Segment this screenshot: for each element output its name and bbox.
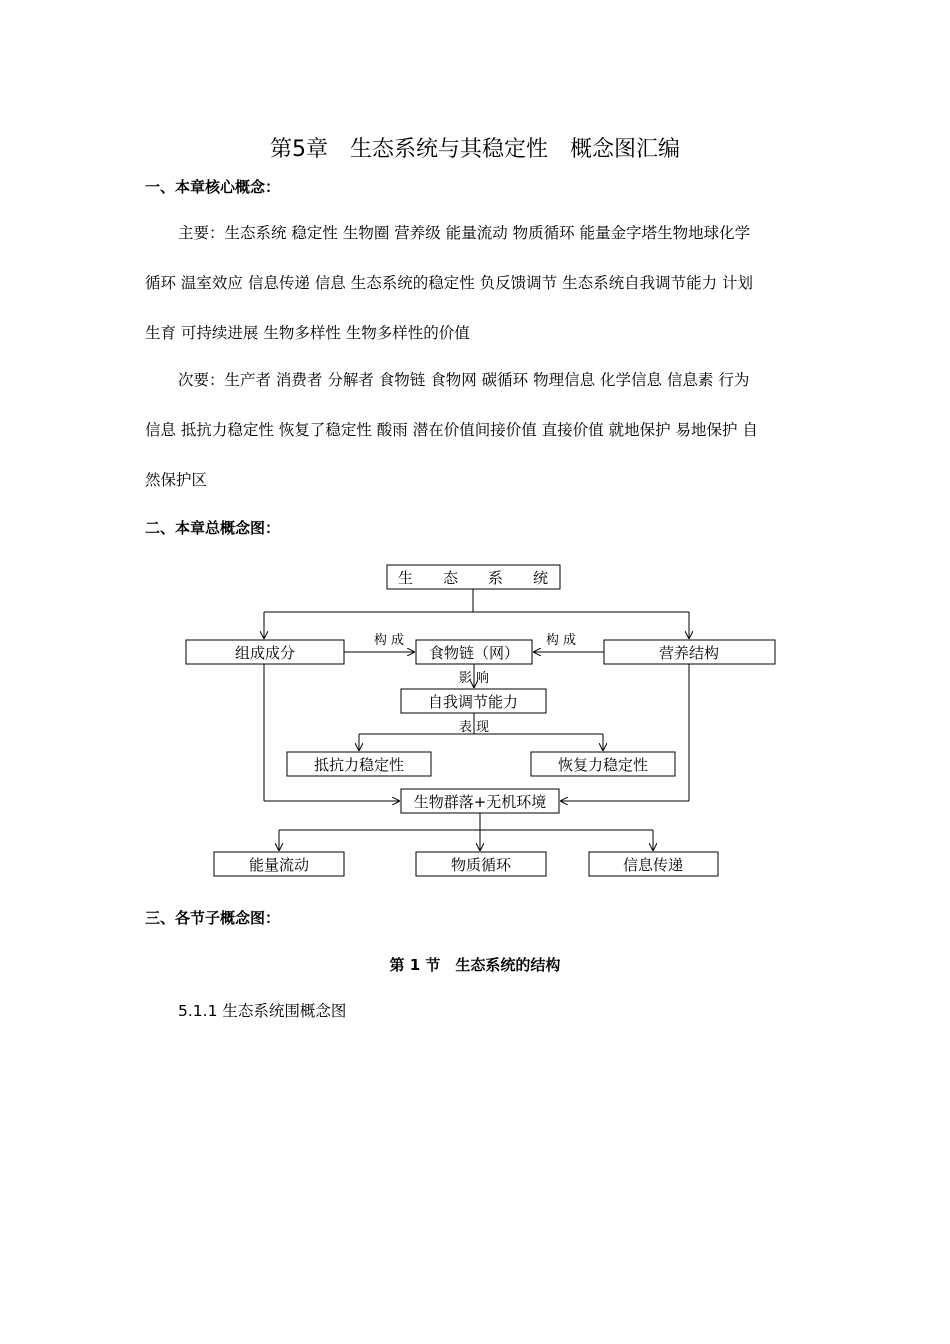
edge-label-express: 表 现 (458, 720, 490, 735)
subsection-title: 第 1 节 生态系统的结构 (389, 956, 561, 974)
main-concepts-line-2: 循环 温室效应 信息传递 信息 生态系统的稳定性 负反馈调节 生态系统自我调节能力 计划 (145, 274, 753, 292)
label-energy: 能量流动 (248, 856, 310, 874)
edge-label-left: 构 成 (373, 633, 405, 648)
label-resistance: 抵抗力稳定性 (313, 756, 405, 774)
main-concepts-line-3: 生育 可持续进展 生物多样性 生物多样性的价值 (145, 324, 470, 342)
subsection-item: 5.1.1 生态系统围概念图 (178, 1002, 347, 1020)
edge-label-influence: 影 响 (458, 671, 490, 686)
label-root: 生 态 系 统 (397, 569, 549, 587)
section-heading-sub-maps: 三、各节子概念图： (145, 909, 281, 927)
label-information: 信息传递 (622, 856, 684, 874)
label-self-regulation: 自我调节能力 (427, 693, 519, 711)
label-community: 生物群落+无机环境 (413, 793, 547, 811)
label-left: 组成成分 (234, 644, 296, 662)
edge-label-right: 构 成 (545, 633, 577, 648)
label-material: 物质循环 (450, 856, 512, 874)
section-heading-overall-map: 二、本章总概念图： (145, 519, 281, 537)
main-concepts-line-1: 主要：生态系统 稳定性 生物圈 营养级 能量流动 物质循环 能量金字塔生物地球化学 (178, 224, 751, 242)
label-right: 营养结构 (658, 644, 720, 662)
secondary-concepts-line-1: 次要：生产者 消费者 分解者 食物链 食物网 碳循环 物理信息 化学信息 信息素 行为 (178, 371, 750, 389)
secondary-concepts-line-3: 然保护区 (145, 471, 208, 489)
label-resilience: 恢复力稳定性 (557, 756, 649, 774)
label-center: 食物链（网） (428, 644, 520, 662)
section-heading-core-concepts: 一、本章核心概念： (145, 178, 281, 196)
secondary-concepts-line-2: 信息 抵抗力稳定性 恢复了稳定性 酸雨 潜在价值间接价值 直接价值 就地保护 易地保护 自 (145, 421, 758, 439)
page-title: 第5章 生态系统与其稳定性 概念图汇编 (270, 137, 680, 162)
